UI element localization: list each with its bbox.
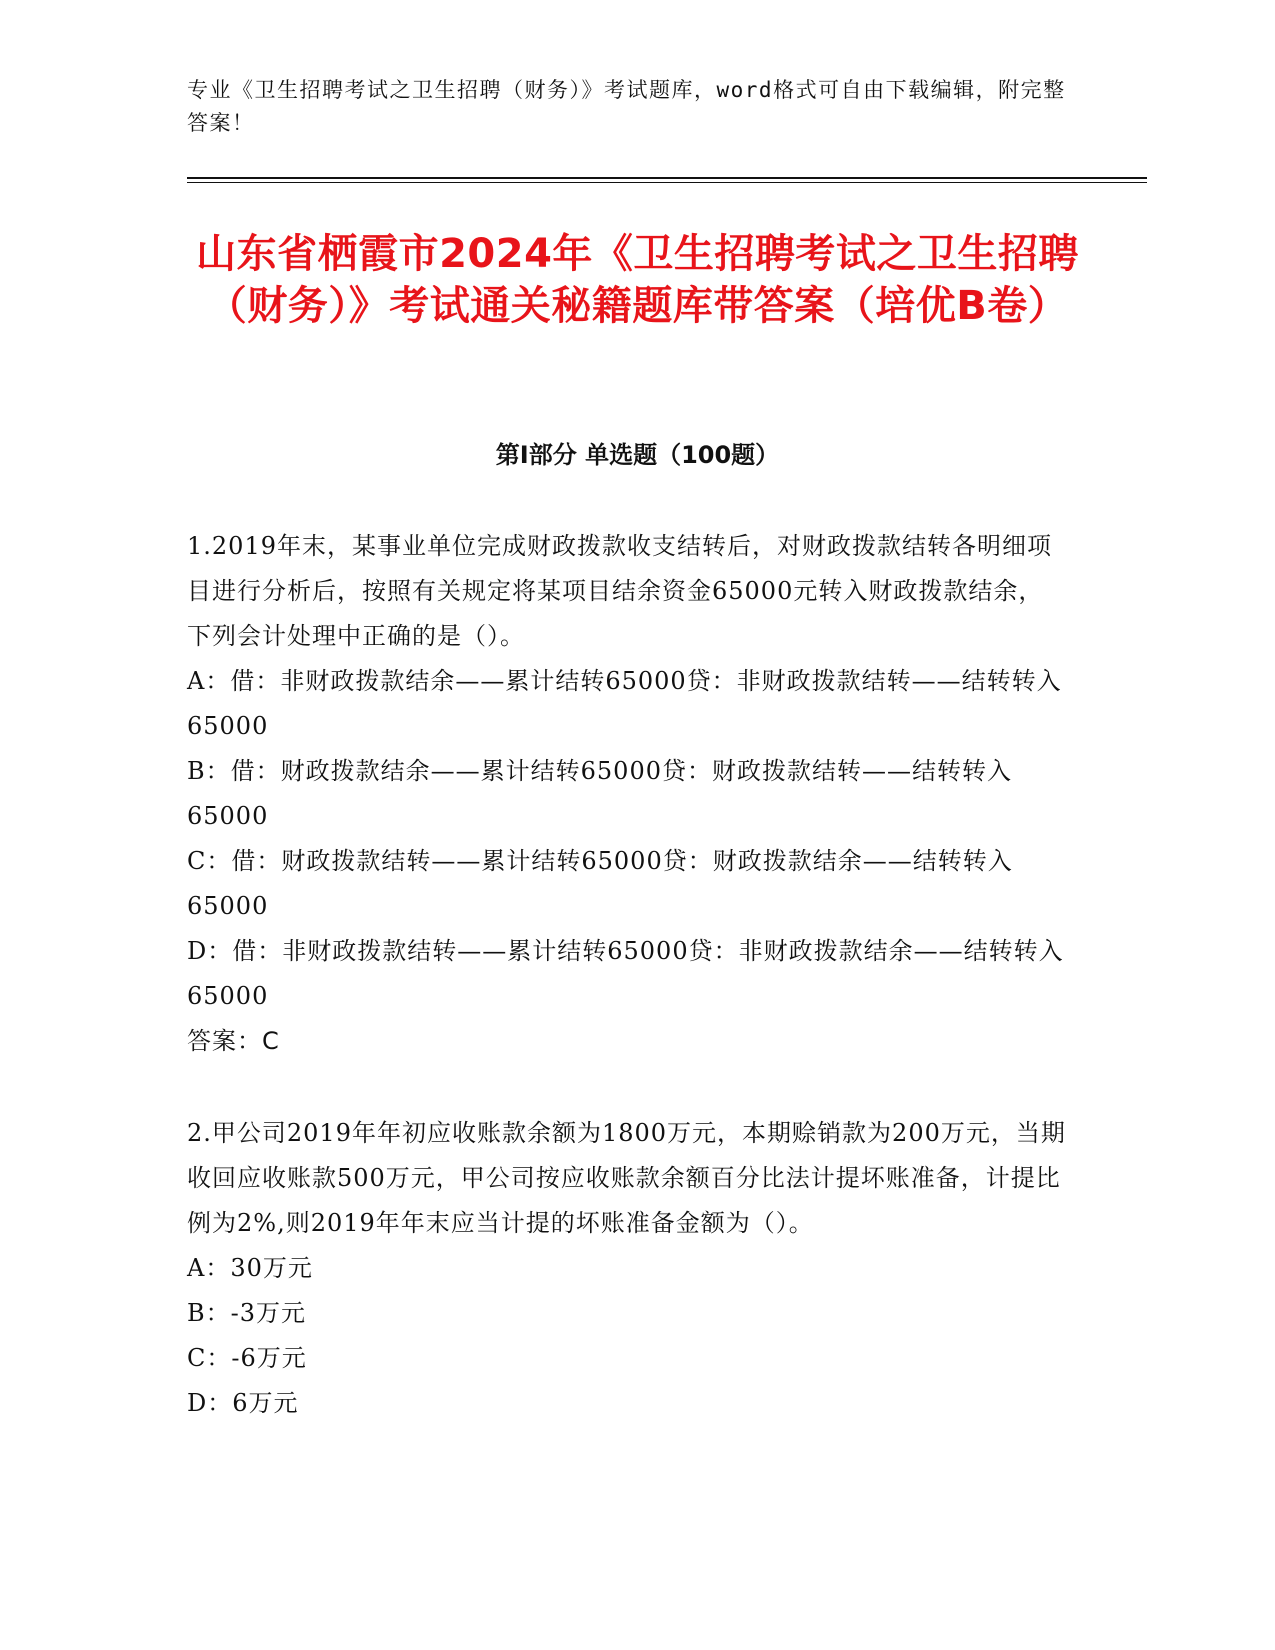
option-c: C：借：财政拨款结转——累计结转65000贷：财政拨款结余——结转转入65000 [187,847,1013,920]
header-divider-thick [187,177,1147,179]
option-a: A：借：非财政拨款结余——累计结转65000贷：非财政拨款结转——结转转入65000 [187,667,1062,740]
question-2 [187,1111,1067,1426]
question-stem: 1.2019年末，某事业单位完成财政拨款收支结转后，对财政拨款结转各明细项目进行分析后，按照有关规定将某项目结余资金65000元转入财政拨款结余，下列会计处理中正确的是（）。 [187,532,1052,650]
document-title: 山东省栖霞市2024年《卫生招聘考试之卫生招聘（财务）》考试通关秘籍题库带答案（培优B卷） [196,231,1079,329]
header-note: 专业《卫生招聘考试之卫生招聘（财务）》考试题库，word格式可自由下载编辑，附完整答案！ [187,78,1066,135]
question-stem: 2.甲公司2019年年初应收账款余额为1800万元，本期赊销款为200万元，当期收回应收账款500万元，甲公司按应收账款余额百分比法计提坏账准备，计提比例为2%,则2019年年末应当计提的坏账准备金额为（）。 [187,1119,1066,1237]
option-d: D：6万元 [187,1389,299,1417]
option-b: B：借：财政拨款结余——累计结转65000贷：财政拨款结转——结转转入65000 [187,757,1012,830]
question-1 [187,524,1067,1064]
option-c: C：-6万元 [187,1344,307,1372]
option-a: A：30万元 [187,1254,313,1282]
option-b: B：-3万元 [187,1299,307,1327]
header-divider-thin [187,182,1147,183]
option-d: D：借：非财政拨款结转——累计结转65000贷：非财政拨款结余——结转转入65000 [187,937,1064,1010]
section-heading: 第Ⅰ部分 单选题（100题） [495,441,780,469]
answer: 答案：C [187,1027,280,1055]
